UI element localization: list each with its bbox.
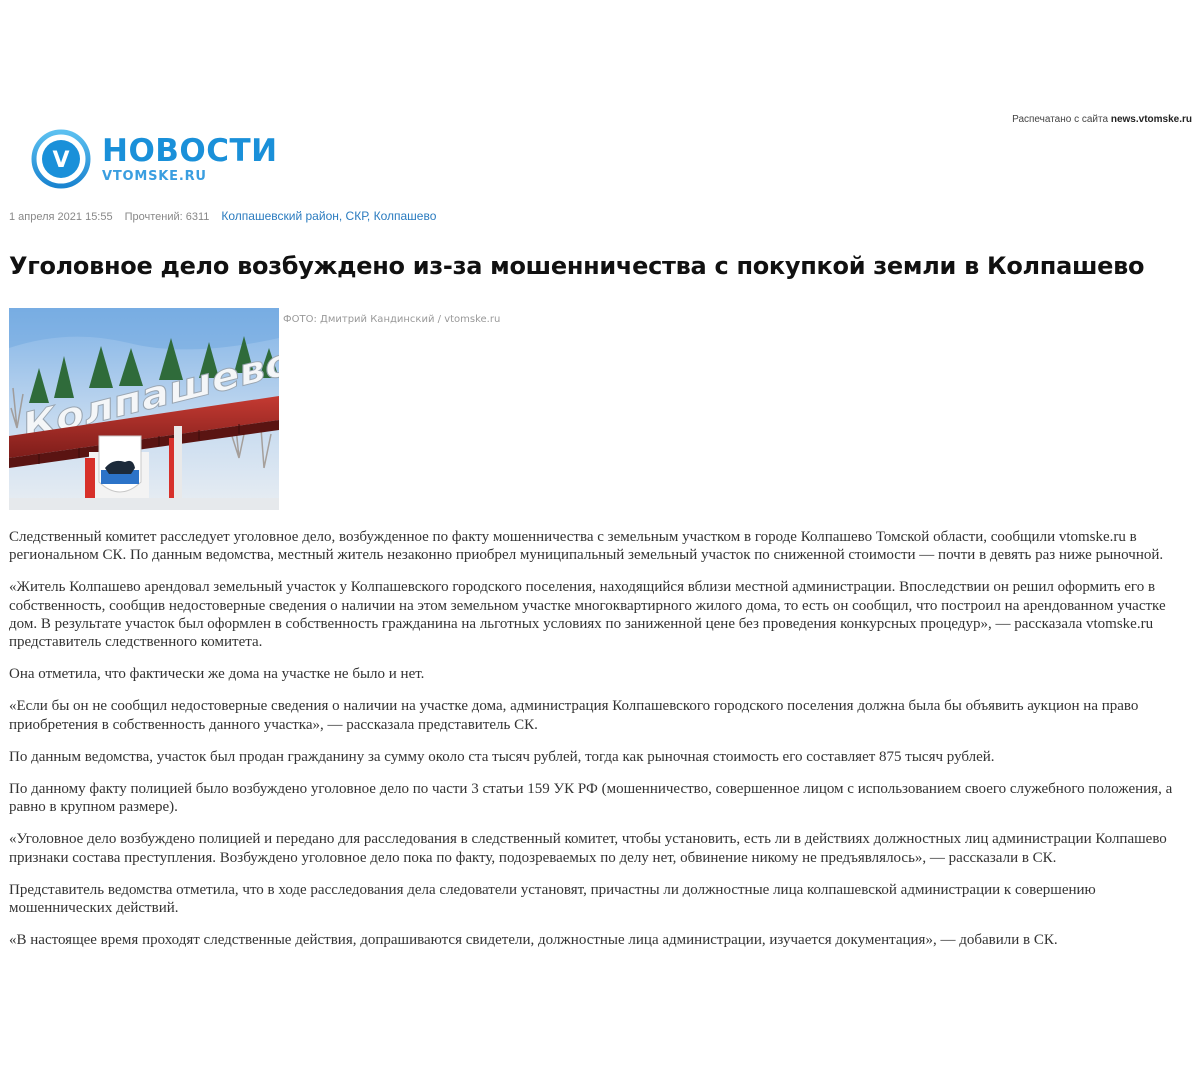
logo-title: НОВОСТИ: [102, 132, 278, 169]
article-paragraph: «В настоящее время проходят следственные действия, допрашиваются свидетели, должностные лица администрации, изучается документация», — добавили в СК.: [9, 932, 1058, 949]
logo-subtitle: VTOMSKE.RU: [102, 168, 207, 184]
article-paragraph: По данным ведомства, участок был продан гражданину за сумму около ста тысяч рублей, тогда как рыночная стоимость его составляет 875 тысяч рублей.: [9, 748, 995, 765]
article-paragraph: Представитель ведомства отметила, что в ходе расследования дела следователи установят, причастны ли должностные лица колпашевской администрации к совершению мошеннических действий.: [9, 881, 1096, 917]
article-tags-link[interactable]: Колпашевский район, СКР, Колпашево: [221, 209, 437, 223]
site-logo[interactable]: [30, 128, 278, 190]
logo-letter: V: [52, 148, 70, 173]
article-meta: [9, 209, 436, 223]
printed-from-site: [1012, 114, 1192, 125]
article-paragraph: «Если бы он не сообщил недостоверные сведения о наличии на участке дома, администрация Колпашевского городского поселения должна была бы объявить аукцион на право приобретения в собственность данного участка», — рассказала представитель СК.: [9, 698, 1139, 733]
article-paragraph: Следственный комитет расследует уголовное дело, возбужденное по факту мошенничества с земельным участком в городе Колпашево Томской области, сообщили vtomske.ru в региональном СК. По данным ведомства, местный житель незаконно приобрел муниципальный земельный участок по сниженной стоимости — почти в девять раз ниже рыночной.: [9, 529, 1164, 564]
article-paragraph: «Уголовное дело возбуждено полицией и передано для расследования в следственный комитет, чтобы установить, есть ли в действиях должностных лиц администрации Колпашево признаки состава преступления. Возбуждено уголовное дело пока по факту, подозреваемых по делу нет, обвинение никому не предъявлялось», — рассказали в СК.: [9, 831, 1167, 866]
article-body: [9, 528, 1193, 963]
article-paragraph: По данному факту полицией было возбуждено уголовное дело по части 3 статьи 159 УК РФ (мошенничество, совершенное лицом с использованием своего служебного положения, а равно в крупном размере).: [9, 781, 1173, 816]
article-paragraph: «Житель Колпашево арендовал земельный участок у Колпашевского городского поселения, находящийся вблизи местной администрации. Впоследствии он решил оформить его в собственность, сообщив недостоверные сведения о наличии на этом земельном участке многоквартирного жилого дома, то есть он сообщил, что построил на арендованном участке дом. В результате участок был оформлен в собственность гражданина на льготных условиях по заниженной цене без проведения конкурсных процедур», — рассказала vtomske.ru представитель следственного комитета.: [9, 579, 1166, 651]
photo-sign-text: Колпашево: [23, 342, 277, 451]
article-views: Прочтений: 6311: [124, 211, 210, 223]
article-title: Уголовное дело возбуждено из-за мошенничества с покупкой земли в Колпашево: [9, 252, 1145, 280]
photo-caption: ФОТО: Дмитрий Кандинский / vtomske.ru: [283, 314, 501, 325]
article-date: 1 апреля 2021 15:55: [9, 211, 113, 223]
printed-prefix: Распечатано с сайта: [1012, 114, 1109, 125]
article-photo: [9, 308, 279, 510]
article-paragraph: Она отметила, что фактически же дома на участке не было и нет.: [9, 666, 425, 683]
printed-site: news.vtomske.ru: [1110, 114, 1192, 125]
logo-v-circle-icon: [30, 128, 92, 190]
